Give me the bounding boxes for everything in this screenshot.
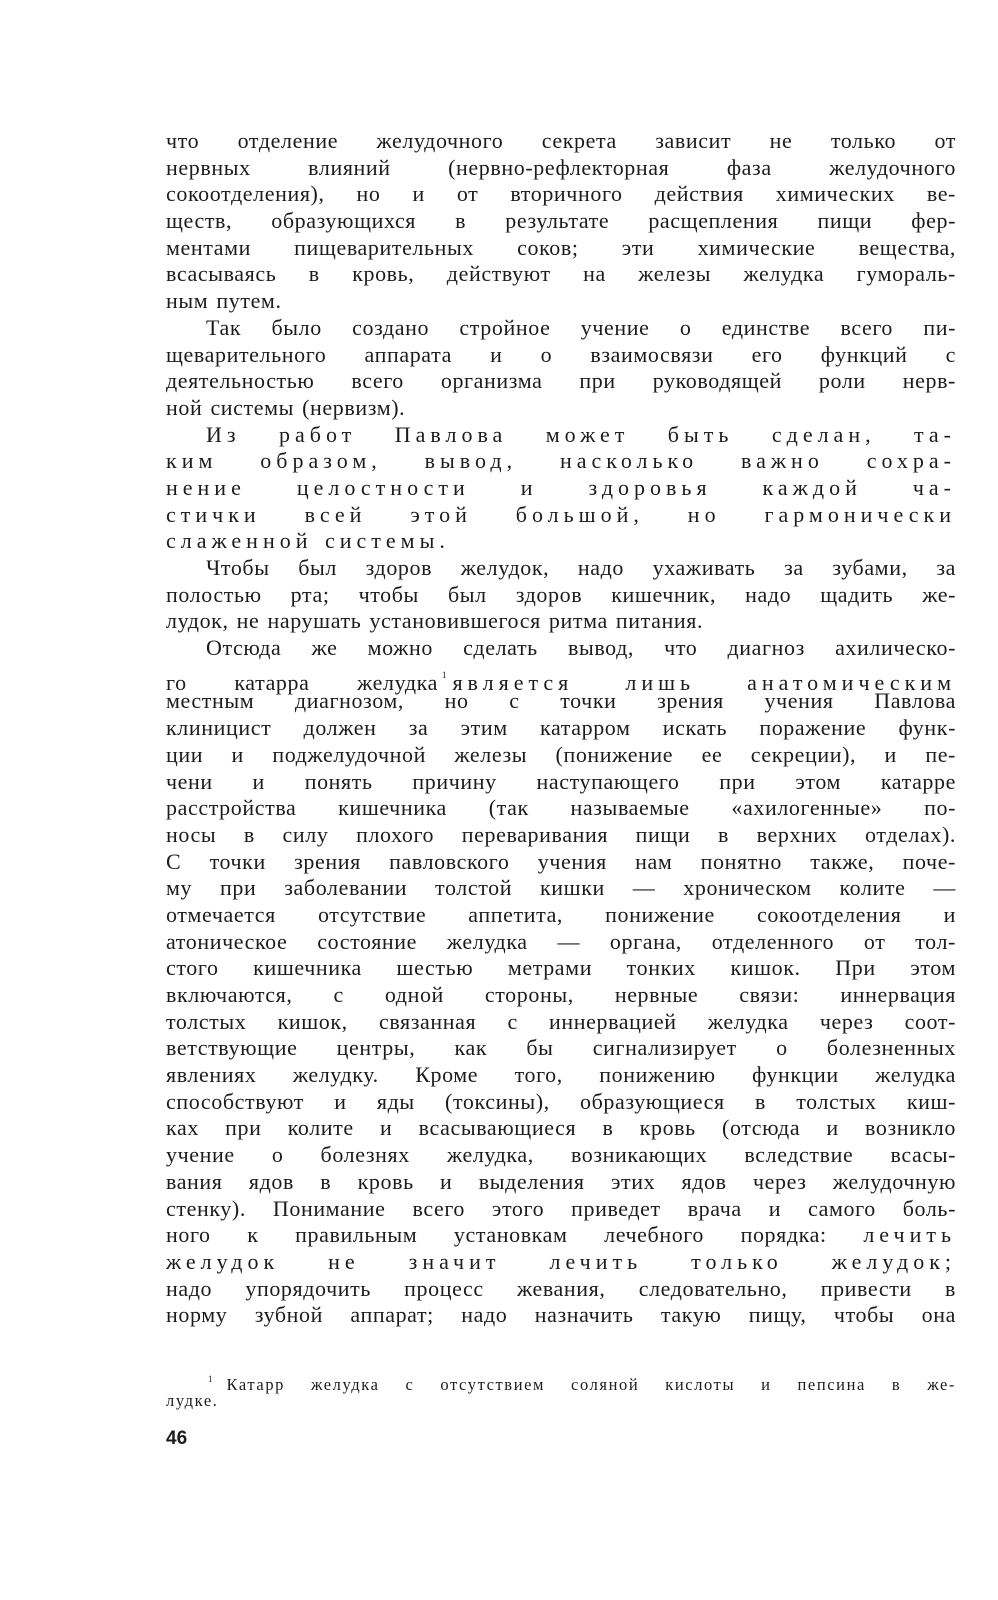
text-line: деятельностью всего организма при руководящей роли нерв- <box>166 368 956 394</box>
text-line: С точки зрения павловского учения нам понятно также, поче- <box>166 848 956 874</box>
text-segment-emphasis: является лишь анатомическим <box>452 669 956 695</box>
text-line-emphasis: стички всей этой большой, но гармонически <box>166 501 956 527</box>
text-line: Чтобы был здоров желудок, надо ухаживать за зубами, за <box>206 555 956 580</box>
footnote <box>166 1368 956 1412</box>
text-line: стенку). Понимание всего этого приведет врача и самого боль- <box>166 1195 956 1221</box>
text-segment-emphasis: лечить <box>863 1222 956 1248</box>
text-line: вания ядов в кровь и выделения этих ядов через желудочную <box>166 1168 956 1194</box>
text-line: явлениях желудку. Кроме того, понижению функции желудка <box>166 1062 956 1088</box>
text-line: ции и поджелудочной железы (понижение ее секреции), и пе- <box>166 741 956 767</box>
text-line: атоническое состояние желудка — органа, отделенного от тол- <box>166 928 956 954</box>
page-number: 46 <box>166 1428 188 1449</box>
text-line: норму зубной аппарат; надо назначить такую пищу, чтобы она <box>166 1302 956 1328</box>
page-body <box>166 128 956 1329</box>
text-line: нервных влияний (нервно-рефлекторная фаза желудочного <box>166 154 956 180</box>
text-line: полостью рта; чтобы был здоров кишечник, надо щадить же- <box>166 581 956 607</box>
text-line: Так было создано стройное учение о единстве всего пи- <box>206 314 956 340</box>
text-line: Отсюда же можно сделать вывод, что диагноз ахилическо- <box>206 635 956 661</box>
text-line: чени и понять причину наступающего при этом катарре <box>166 768 956 794</box>
text-line: носы в силу плохого переваривания пищи в верхних отделах). <box>166 821 956 847</box>
text-line: клиницист должен за этим катарром искать поражение функ- <box>166 715 956 741</box>
text-line: ным путем. <box>166 288 282 314</box>
text-line: что отделение желудочного секрета зависит не только от <box>166 128 956 153</box>
text-line: ках при колите и всасывающиеся в кровь (отсюда и возникло <box>166 1115 956 1141</box>
text-line: надо упорядочить процесс жевания, следовательно, привести в <box>166 1275 956 1301</box>
text-line: ществ, образующихся в результате расщепления пищи фер- <box>166 208 956 234</box>
text-line: ветствующие центры, как бы сигнализирует о болезненных <box>166 1035 956 1061</box>
text-line: учение о болезнях желудка, возникающих вследствие всасы- <box>166 1142 956 1168</box>
footnote-line <box>166 1368 956 1394</box>
text-line-emphasis: Из работ Павлова может быть сделан, та- <box>206 421 956 447</box>
footnote-line: лудке. <box>166 1391 219 1410</box>
footnote-reference: 1 <box>441 669 447 680</box>
text-line: ментами пищеварительных соков; эти химические вещества, <box>166 234 956 260</box>
text-line: способствуют и яды (токсины), образующиеся в толстых киш- <box>166 1088 956 1114</box>
text-line-with-footnote <box>166 662 956 695</box>
text-line: всасываясь в кровь, действуют на железы желудка гумораль- <box>166 261 956 287</box>
text-line: сокоотделения), но и от вторичного действия химических ве- <box>166 181 956 207</box>
text-line: отмечается отсутствие аппетита, понижение сокоотделения и <box>166 901 956 927</box>
footnote-text: Катарр желудка с отсутствием соляной кислоты и пепсина в же- <box>226 1375 956 1394</box>
text-line <box>166 1222 956 1249</box>
text-line: местным диагнозом, но с точки зрения учения Павлова <box>166 688 956 714</box>
text-line-emphasis: желудок не значит лечить только желудок; <box>166 1248 956 1274</box>
text-segment: ного к правильным установкам лечебного порядка: <box>166 1222 827 1248</box>
text-segment: го катарра желудка <box>166 669 438 695</box>
text-line: лудок, не нарушать установившегося ритма питания. <box>166 608 704 634</box>
footnote-mark: 1 <box>208 1374 213 1384</box>
text-line: му при заболевании толстой кишки — хроническом колите — <box>166 875 956 901</box>
text-line-emphasis: слаженной системы. <box>166 528 450 554</box>
text-line: включаются, с одной стороны, нервные связи: иннервация <box>166 982 956 1007</box>
text-line: ной системы (нервизм). <box>166 394 406 420</box>
text-line: щеварительного аппарата и о взаимосвязи его функций с <box>166 341 956 367</box>
text-line-emphasis: ким образом, вывод, насколько важно сохра- <box>166 448 956 474</box>
text-line-emphasis: нение целостности и здоровья каждой ча- <box>166 474 956 500</box>
text-line: стого кишечника шестью метрами тонких кишок. При этом <box>166 955 956 981</box>
text-line: толстых кишок, связанная с иннервацией желудка через соот- <box>166 1008 956 1034</box>
text-line: расстройства кишечника (так называемые «ахилогенные» по- <box>166 795 956 821</box>
